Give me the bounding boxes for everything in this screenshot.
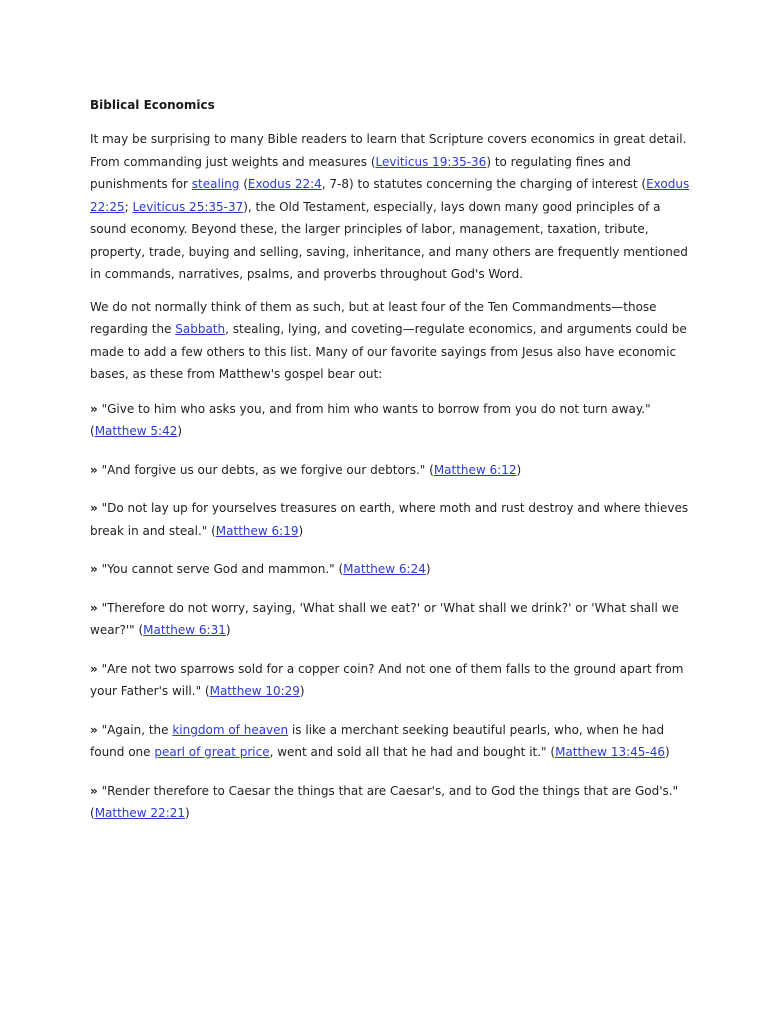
- text: ) to regulating fines and punishments for: [90, 154, 631, 191]
- text: ), the Old Testament, especially, lays down many good principles of a sound economy. Beyond these, the larger principles of labor, management, taxation, tribute, property, trade, buying and selling, saving, inheritance, and many others are frequently mentioned in commands, narratives, psalms, and proverbs throughout God's Word.: [90, 199, 688, 281]
- quote-text: , went and sold all that he had and bought it." (: [269, 745, 556, 759]
- link-sabbath[interactable]: Sabbath: [175, 322, 226, 336]
- bullet-icon: »: [90, 401, 98, 416]
- link-matthew-6-19[interactable]: Matthew 6:19: [215, 523, 299, 538]
- quote-item: [90, 497, 690, 542]
- text: ): [177, 424, 183, 438]
- text: ): [225, 623, 231, 637]
- quote-item: [90, 597, 690, 642]
- quote-text: is like a merchant seeking beautiful pearls, who, when he had found one: [90, 722, 665, 759]
- link-leviticus-19-35[interactable]: Leviticus 19:35-36: [375, 154, 487, 169]
- text: ): [516, 462, 522, 477]
- link-matthew-22-21[interactable]: Matthew 22:21: [94, 806, 186, 820]
- quote-item: [90, 719, 690, 764]
- quote-text: "You cannot serve God and mammon." (: [97, 562, 344, 576]
- bullet-icon: »: [90, 462, 98, 477]
- text: ;: [124, 199, 133, 214]
- bullet-icon: »: [90, 722, 98, 737]
- bullet-icon: »: [90, 600, 98, 615]
- bullet-icon: »: [90, 783, 98, 798]
- text: (: [239, 177, 248, 191]
- link-leviticus-25-35[interactable]: Leviticus 25:35-37: [132, 199, 244, 214]
- intro-paragraph: [90, 128, 690, 286]
- link-matthew-6-24[interactable]: Matthew 6:24: [343, 562, 426, 576]
- text: We do not normally think of them as such, but at least four of the Ten Commandments—those regarding the: [90, 299, 657, 336]
- quote-text: "Give to him who asks you, and from him who wants to borrow from you do not turn away." (: [90, 401, 651, 438]
- link-matthew-6-12[interactable]: Matthew 6:12: [433, 462, 517, 477]
- link-exodus-22-25[interactable]: Exodus 22:25: [90, 177, 690, 214]
- link-matthew-5-42[interactable]: Matthew 5:42: [94, 424, 178, 438]
- text: ): [298, 523, 304, 538]
- text: , stealing, lying, and coveting—regulate economics, and arguments could be made to add a few others to this list. Many of our favorite sayings from Jesus also have economic bases, as these from Matthew's gospel bear out:: [90, 322, 687, 381]
- text: ): [299, 684, 305, 698]
- quote-text: "Are not two sparrows sold for a copper coin? And not one of them falls to the ground apart from your Father's will." (: [90, 661, 684, 698]
- quote-item: [90, 780, 690, 825]
- link-matthew-6-31[interactable]: Matthew 6:31: [143, 623, 226, 637]
- text: It may be surprising to many Bible readers to learn that Scripture covers economics in great detail. From commanding just weights and measures (: [90, 132, 687, 169]
- link-exodus-22-4[interactable]: Exodus 22:4: [247, 177, 322, 191]
- quote-text: "Do not lay up for yourselves treasures on earth, where moth and rust destroy and where thieves break in and steal." (: [90, 501, 689, 538]
- link-pearl-of-great-price[interactable]: pearl of great price: [154, 745, 270, 759]
- quote-text: "Again, the: [97, 722, 173, 737]
- quote-text: "Render therefore to Caesar the things that are Caesar's, and to God the things that are God's." (: [90, 783, 679, 820]
- text: ): [425, 562, 431, 576]
- text: , 7-8) to statutes concerning the charging of interest (: [321, 177, 647, 191]
- quote-item: [90, 459, 690, 482]
- article-title: Biblical Economics: [90, 98, 215, 112]
- text: ): [185, 806, 190, 820]
- quote-text: "And forgive us our debts, as we forgive our debtors." (: [97, 462, 434, 477]
- link-matthew-10-29[interactable]: Matthew 10:29: [209, 684, 300, 698]
- quote-item: [90, 398, 690, 443]
- link-stealing[interactable]: stealing: [191, 177, 240, 191]
- bullet-icon: »: [90, 562, 98, 576]
- bullet-icon: »: [90, 661, 98, 676]
- quote-item: [90, 658, 690, 703]
- link-matthew-13-45[interactable]: Matthew 13:45-46: [555, 745, 665, 759]
- commandments-paragraph: [90, 296, 690, 386]
- article: [90, 96, 690, 841]
- quote-text: "Therefore do not worry, saying, 'What shall we eat?' or 'What shall we drink?' or 'What shall we wear?'" (: [90, 600, 679, 637]
- text: ): [665, 745, 670, 759]
- bullet-icon: »: [90, 501, 98, 515]
- quote-item: [90, 558, 690, 581]
- link-kingdom-of-heaven[interactable]: kingdom of heaven: [172, 722, 289, 737]
